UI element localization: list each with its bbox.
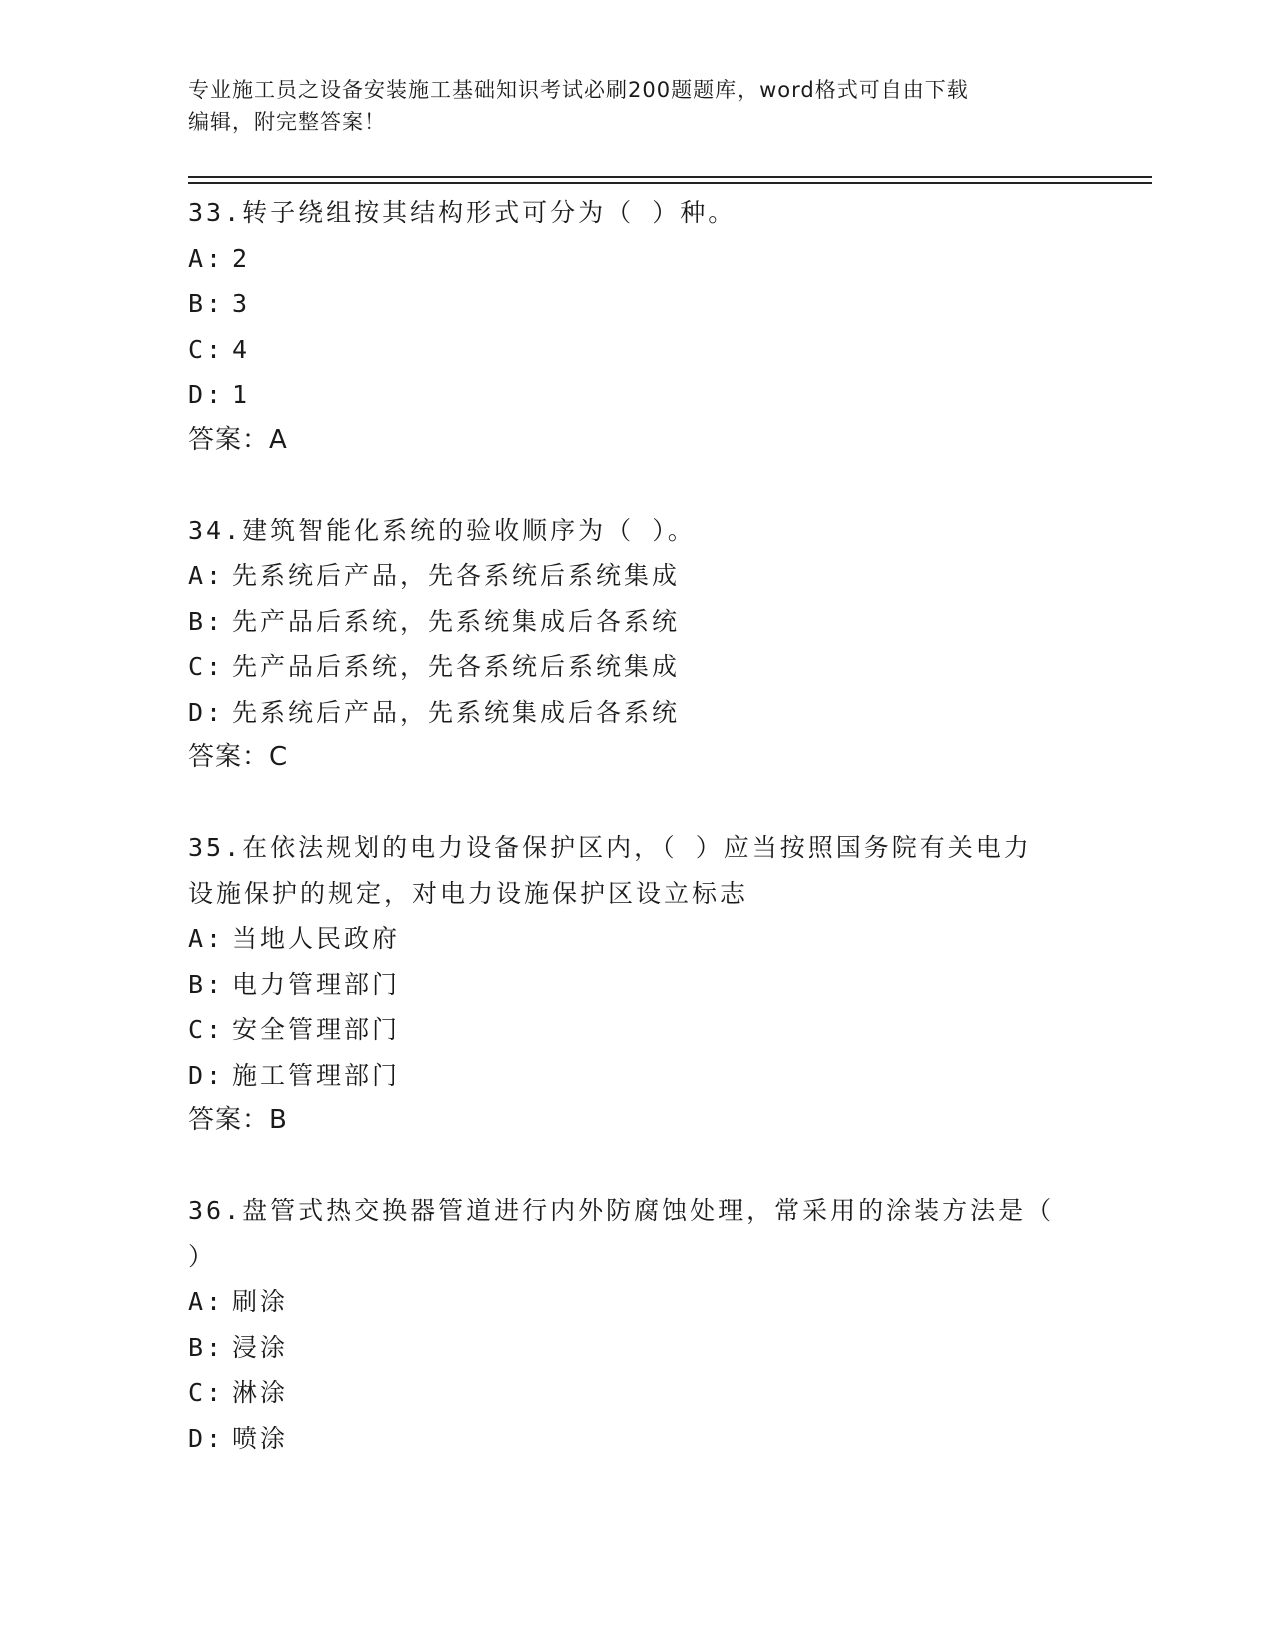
option-label: A: [188,243,225,273]
header-divider-bottom [188,182,1152,184]
option-d [188,372,1088,418]
header-divider-top [188,176,1152,178]
option-label: D: [188,380,225,409]
option-text: 喷涂 [232,1423,289,1453]
question-list [188,190,1088,1506]
option-label: D: [188,1423,225,1453]
question-stem-line-2: 设施保护的规定，对电力设施保护区设立标志 [188,878,749,908]
option-label: A: [188,561,225,590]
option-text: 先系统后产品，先各系统后系统集成 [232,561,681,590]
option-c [188,644,1088,690]
document-header [188,74,1068,138]
option-text: 先产品后系统，先系统集成后各系统 [232,606,681,636]
option-label: C: [188,334,225,364]
answer-line: 答案：B [188,1105,288,1135]
option-label: A: [188,1287,225,1316]
option-label: C: [188,652,225,681]
option-text: 先系统后产品，先系统集成后各系统 [232,697,681,727]
option-label: B: [188,969,225,999]
option-label: B: [188,1332,225,1362]
option-text: 当地人民政府 [232,924,401,953]
question-stem: 33.转子绕组按其结构形式可分为（ ）种。 [188,198,737,227]
option-text: 刷涂 [232,1287,289,1316]
question-stem-line-1: 36.盘管式热交换器管道进行内外防腐蚀处理，常采用的涂装方法是（ [188,1196,1055,1225]
option-b [188,1325,1088,1371]
question-stem-line-2: ） [188,1241,217,1271]
option-d [188,1416,1088,1462]
answer-line: 答案：C [188,742,289,772]
option-text: 淋涂 [232,1378,289,1407]
option-b [188,599,1088,645]
answer-line: 答案：A [188,424,288,455]
option-c [188,1370,1088,1416]
option-text: 施工管理部门 [232,1060,401,1090]
option-label: B: [188,289,225,318]
option-c [188,327,1088,373]
option-a [188,916,1088,962]
option-d [188,690,1088,736]
option-a [188,553,1088,599]
question-stem-line-1: 35.在依法规划的电力设备保护区内，（ ）应当按照国务院有关电力 [188,833,1032,862]
question-35 [188,825,1088,1143]
option-a [188,236,1088,282]
option-label: A: [188,924,225,953]
option-text: 安全管理部门 [232,1015,401,1044]
option-label: C: [188,1015,225,1044]
option-text: 浸涂 [232,1332,289,1362]
option-d [188,1053,1088,1099]
question-stem: 34.建筑智能化系统的验收顺序为（ ）。 [188,515,696,545]
question-36 [188,1188,1088,1461]
option-text: 电力管理部门 [232,969,401,999]
option-label: D: [188,1060,225,1090]
option-label: D: [188,697,225,727]
option-text: 1 [232,380,251,409]
option-text: 先产品后系统，先各系统后系统集成 [232,652,681,681]
option-b [188,962,1088,1008]
option-text: 4 [232,334,251,364]
question-34 [188,508,1088,781]
option-label: C: [188,1378,225,1407]
question-33 [188,190,1088,463]
header-title-line-1: 专业施工员之设备安装施工基础知识考试必刷200题题库，word格式可自由下载 [188,78,969,102]
option-text: 3 [232,289,251,318]
option-label: B: [188,606,225,636]
option-c [188,1007,1088,1053]
option-b [188,281,1088,327]
header-title-line-2: 编辑，附完整答案！ [188,110,386,134]
option-text: 2 [232,243,251,273]
option-a [188,1279,1088,1325]
